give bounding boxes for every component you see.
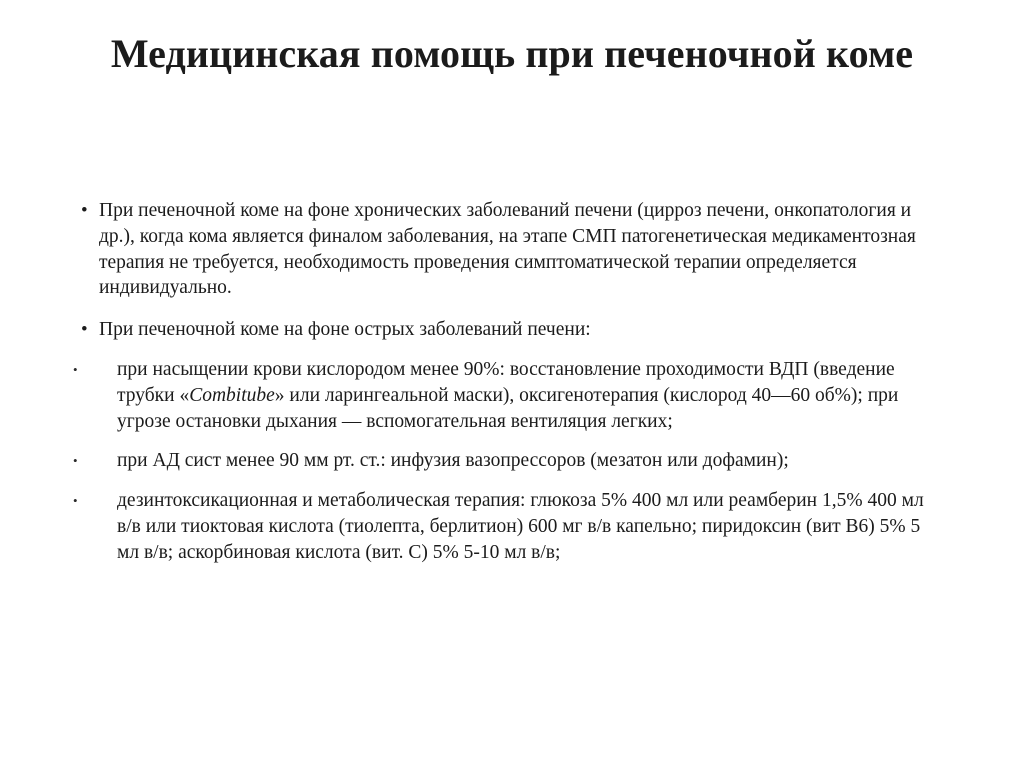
sub-bullet-item-detox-metabolic-therapy <box>0 488 1024 565</box>
slide-body <box>0 198 1024 576</box>
sub-bullet-item-oxygen-saturation <box>0 357 1024 434</box>
sub-bullet-dot-icon: • <box>73 361 78 377</box>
bullet-dot-icon: • <box>81 319 88 341</box>
bullet-item-acute-liver-disease <box>0 317 1024 343</box>
sub-bullet-dot-icon: • <box>73 493 78 509</box>
bullet-text: При печеночной коме на фоне острых заболеваний печени: <box>99 319 591 341</box>
sub-bullet-text: при АД сист менее 90 мм рт. ст.: инфузия вазопрессоров (мезатон или дофамин); <box>117 450 789 472</box>
bullet-list <box>0 198 1024 566</box>
sub-bullet-dot-icon: • <box>73 453 78 469</box>
sub-bullet-text-part-a: при насыщении крови кислородом менее 90%: восстановление проходимости ВДП (введение трубки « <box>117 358 895 406</box>
page-title: Медицинская помощь при печеночной коме <box>110 31 914 76</box>
sub-bullet-text-emphasis-combitube: Combitube <box>189 384 275 406</box>
bullet-item-chronic-liver-disease <box>0 198 1024 301</box>
bullet-dot-icon: • <box>81 200 88 221</box>
sub-bullet-text-part-b: » или ларингеальной маски), оксигенотерапия (кислород 40—60 об%); при угрозе остановки дыхания — вспомогательная вентиляция легких; <box>117 384 899 432</box>
sub-bullet-item-blood-pressure <box>0 448 1024 474</box>
bullet-text: При печеночной коме на фоне хронических заболеваний печени (цирроз печени, онкопатология и др.), когда кома является финалом заболевания, на этапе СМП патогенетическая медикаментозная терапия не требуется, необходимость проведения симптоматической терапии определяется индивидуально. <box>99 200 916 299</box>
sub-bullet-text: дезинтоксикационная и метаболическая терапия: глюкоза 5% 400 мл или реамберин 1,5% 400 мл в/в или тиоктовая кислота (тиолепта, берлитион) 600 мг в/в капельно; пиридоксин (вит В6) 5% 5 мл в/в; аскорбиновая кислота (вит. С) 5% 5-10 мл в/в; <box>117 490 924 563</box>
